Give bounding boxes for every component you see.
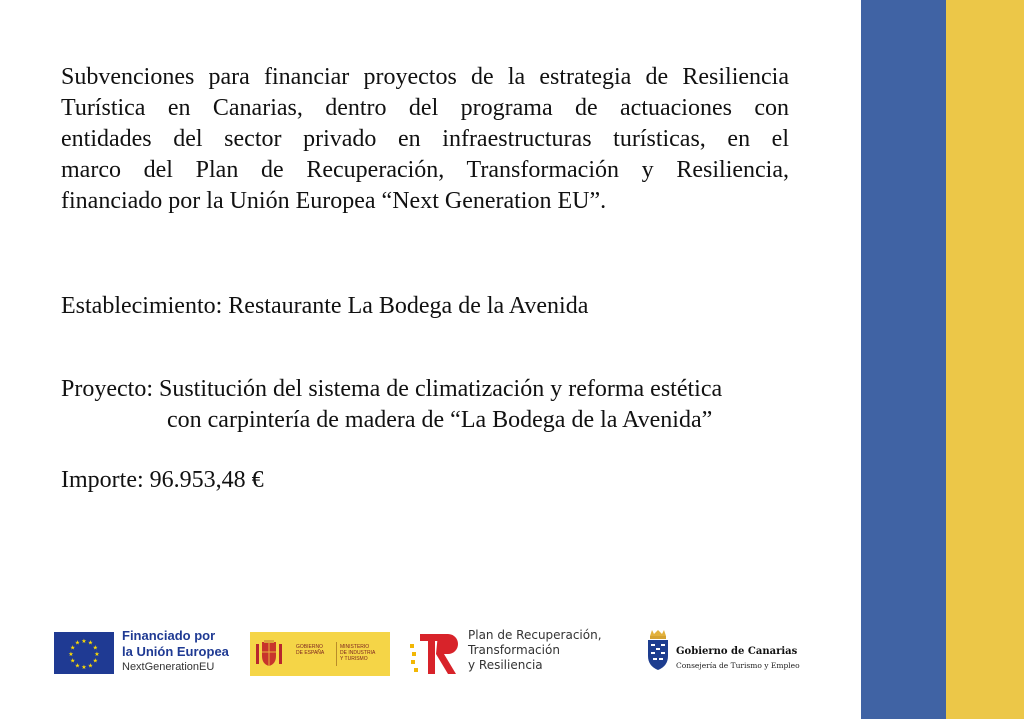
gob-esp-l2: DE ESPAÑA — [296, 650, 325, 656]
importe-text: Importe: 96.953,48 € — [61, 467, 264, 493]
yellow-stripe — [946, 0, 1024, 719]
establecimiento-text: Establecimiento: Restaurante La Bodega de la Avenida — [61, 293, 589, 319]
eu-line-3: NextGenerationEU — [122, 661, 215, 673]
svg-text:★: ★ — [81, 664, 87, 671]
canarias-dept: Consejería de Turismo y Empleo — [676, 661, 800, 670]
eu-flag-icon — [54, 632, 114, 674]
proyecto-text — [61, 374, 722, 436]
prtr-line-2: Transformación — [468, 643, 560, 657]
canarias-name: Gobierno de Canarias — [676, 646, 798, 657]
eu-line-2: la Unión Europea — [122, 644, 229, 659]
ministerio-l1: MINISTERIO — [340, 644, 370, 650]
svg-text:★: ★ — [70, 657, 76, 665]
eu-funding-label — [122, 628, 229, 675]
gob-esp-divider — [336, 642, 337, 666]
gob-esp-l1: GOBIERNO — [296, 644, 323, 650]
intro-line-3: entidades del sector privado en infraestructuras turísticas, en el — [61, 126, 789, 152]
prtr-text — [468, 628, 658, 673]
ministerio-text — [340, 644, 375, 662]
svg-text:★: ★ — [94, 651, 100, 658]
intro-line-5: financiado por la Unión Europea “Next Generation EU”. — [61, 188, 607, 214]
blue-stripe — [861, 0, 946, 719]
intro-line-2: Turística en Canarias, dentro del programa de actuaciones con — [61, 95, 789, 121]
intro-line-4: marco del Plan de Recuperación, Transformación y Resiliencia, — [61, 157, 789, 183]
intro-line-1: Subvenciones para financiar proyectos de la estrategia de Resiliencia — [61, 64, 789, 90]
ministerio-l3: Y TURISMO — [340, 656, 368, 662]
svg-text:★: ★ — [92, 644, 98, 652]
gobierno-espana-text — [296, 644, 324, 656]
svg-text:★: ★ — [81, 638, 87, 645]
proyecto-line-2: con carpintería de madera de “La Bodega de la Avenida” — [167, 407, 713, 433]
eu-line-1: Financiado por — [122, 628, 216, 643]
prtr-tr-icon — [410, 630, 464, 678]
svg-text:★: ★ — [92, 657, 98, 665]
svg-text:★: ★ — [87, 662, 94, 670]
svg-text:★: ★ — [70, 644, 76, 652]
svg-text:★: ★ — [74, 639, 81, 647]
gobierno-espana-logo — [250, 632, 390, 676]
canarias-shield-icon — [644, 628, 672, 676]
svg-text:★: ★ — [87, 639, 94, 647]
proyecto-line-1: Proyecto: Sustitución del sistema de climatización y reforma estética — [61, 376, 723, 402]
intro-paragraph — [61, 62, 789, 217]
ministerio-l2: DE INDUSTRIA — [340, 650, 376, 656]
prtr-line-3: y Resiliencia — [468, 658, 543, 672]
prtr-line-1: Plan de Recuperación, — [468, 628, 602, 642]
funding-logos — [52, 628, 832, 684]
svg-text:★: ★ — [68, 651, 74, 658]
svg-text:★: ★ — [74, 662, 81, 670]
spain-coat-of-arms-icon — [256, 638, 282, 670]
